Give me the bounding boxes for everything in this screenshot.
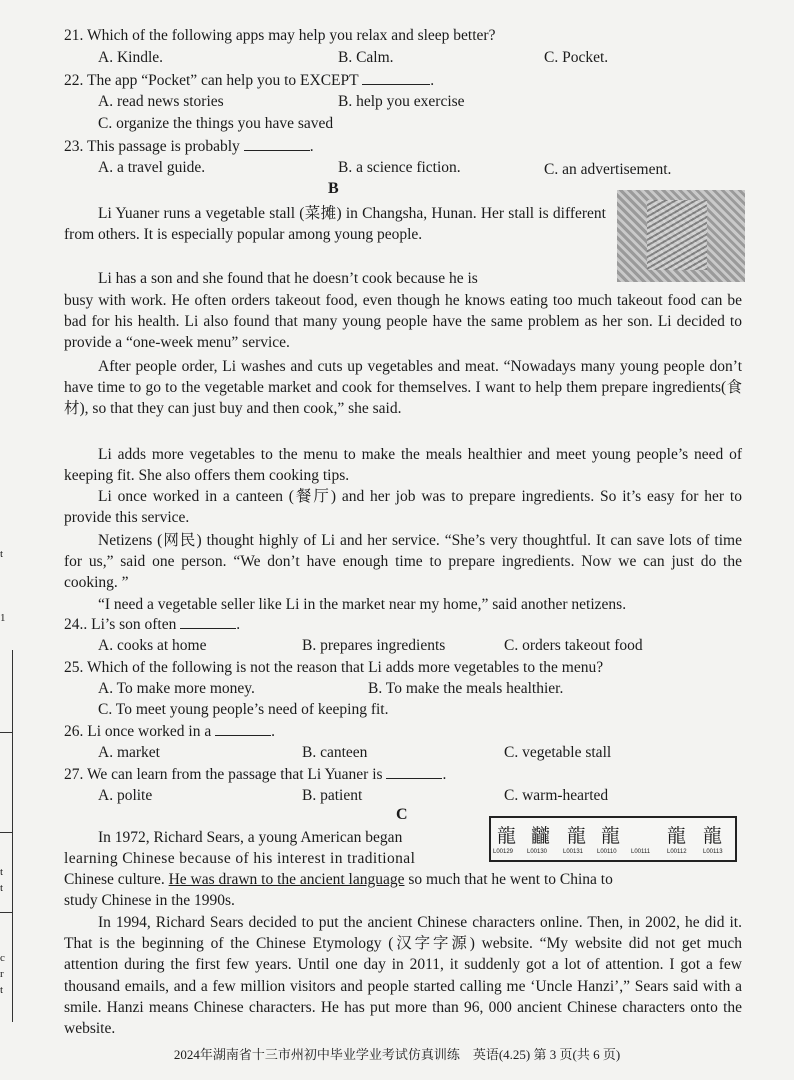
- answer-blank[interactable]: [215, 721, 271, 736]
- ancient-glyph: 龍: [703, 825, 723, 847]
- scan-edge-line: [0, 650, 13, 1022]
- ancient-glyph: 龍: [601, 825, 621, 847]
- passage-c-line: [64, 870, 613, 890]
- option-c[interactable]: C. vegetable stall: [504, 744, 612, 761]
- glyph-code: L00111: [631, 849, 651, 855]
- question-27: [64, 764, 446, 785]
- question-number: 27.: [64, 766, 84, 783]
- question-text: The app “Pocket” can help you to EXCEPT: [86, 72, 359, 89]
- margin-mark: t: [0, 882, 4, 894]
- option-b[interactable]: B. prepares ingredients: [302, 637, 446, 654]
- option-a[interactable]: A. a travel guide.: [98, 159, 206, 176]
- option-c[interactable]: C. organize the things you have saved: [98, 115, 334, 132]
- question-end: .: [309, 138, 314, 155]
- question-21: [64, 26, 495, 46]
- passage-b-paragraph: busy with work. He often orders takeout food, even though he knows eating too much takeout food can be bad for his health. Li also found that many young people have the same problem as her son. Li decided to provide a “one-week menu” service.: [64, 292, 742, 352]
- passage-b-paragraph: Li once worked in a canteen (餐厅) and her job was to prepare ingredients. So it’s easy for her to provide this service.: [64, 488, 742, 527]
- question-number: 23.: [64, 138, 84, 155]
- scan-edge-rule: [0, 912, 12, 913]
- question-23: [64, 136, 314, 157]
- section-heading-c: C: [396, 806, 408, 823]
- passage-c-paragraph: In 1994, Richard Sears decided to put the ancient Chinese characters online. Then, in 2002, he did it. That is the beginning of the Chinese Etymology (汉字字源) website. “My website did not get much attention during the first few years. Until one day in 2011, it suddenly got a lot of attention. I got a few thousand emails, and a few million visitors and people started calling me ‘Uncle Hanzi’,” Sears said with a smile. Hanzi means Chinese characters. He has put more than 96, 000 ancient Chinese characters onto the website.: [64, 914, 742, 1038]
- ancient-glyph: 龍: [667, 825, 687, 847]
- margin-mark: c: [0, 952, 5, 964]
- passage-c-line: In 1972, Richard Sears, a young American began: [98, 829, 403, 846]
- option-c[interactable]: C. Pocket.: [544, 49, 609, 66]
- question-26: [64, 721, 275, 742]
- option-a[interactable]: A. market: [98, 744, 160, 761]
- passage-b-paragraph: Netizens (网民) thought highly of Li and her service. “She’s very thoughtful. It can save lots of time for us,” said one person. “We don’t have enough time to prepare ingredients. Now we can just do the cooking. ”: [64, 532, 742, 592]
- option-c[interactable]: C. warm-hearted: [504, 787, 609, 804]
- option-b[interactable]: B. patient: [302, 787, 363, 804]
- text-run: Chinese culture.: [64, 871, 165, 888]
- question-text: Which of the following apps may help you relax and sleep better?: [86, 27, 496, 44]
- question-end: .: [442, 766, 447, 783]
- margin-mark: t: [0, 548, 4, 560]
- option-c[interactable]: C. To meet young people’s need of keeping fit.: [98, 701, 389, 718]
- margin-mark: 1: [0, 612, 6, 624]
- option-b[interactable]: B. a science fiction.: [338, 159, 461, 176]
- ancient-glyph: 龖: [531, 825, 551, 847]
- question-end: .: [271, 723, 275, 740]
- answer-blank[interactable]: [362, 70, 430, 85]
- scan-edge-rule: [0, 732, 12, 733]
- answer-blank[interactable]: [244, 136, 310, 151]
- margin-mark: t: [0, 984, 4, 996]
- margin-mark: r: [0, 968, 4, 980]
- ancient-glyph: 龍: [497, 825, 517, 847]
- passage-b-paragraph: After people order, Li washes and cuts up vegetables and meat. “Nowadays many young people don’t have time to go to the vegetable market and cook for themselves. I want to help them prepare ingredients(食材), so that they can just buy and then cook,” she said.: [64, 358, 742, 418]
- question-24: [64, 614, 240, 635]
- question-text: This passage is probably: [86, 138, 240, 155]
- glyph-code: L00110: [597, 849, 617, 855]
- question-22: [64, 70, 434, 91]
- passage-b-paragraph: “I need a vegetable seller like Li in the market near my home,” said another netizens.: [98, 596, 627, 613]
- question-end: .: [236, 616, 241, 633]
- section-heading-b: B: [328, 180, 339, 197]
- option-a[interactable]: A. Kindle.: [98, 49, 164, 66]
- answer-blank[interactable]: [386, 764, 442, 779]
- passage-b-paragraph: Li Yuaner runs a vegetable stall (菜摊) in Changsha, Hunan. Her stall is different from others. It is especially popular among young people.: [64, 205, 606, 244]
- ancient-characters-image: [489, 816, 737, 862]
- underlined-sentence: He was drawn to the ancient language: [168, 871, 405, 888]
- passage-c-line: study Chinese in the 1990s.: [64, 892, 235, 909]
- glyph-code: L00113: [703, 849, 723, 855]
- option-c[interactable]: C. an advertisement.: [544, 161, 672, 178]
- question-text: Li once worked in a: [87, 723, 212, 740]
- question-number: 24..: [64, 616, 88, 633]
- question-number: 26.: [64, 723, 84, 740]
- option-a[interactable]: A. polite: [98, 787, 153, 804]
- vegetable-stall-photo: [617, 190, 745, 282]
- ancient-glyph: 龍: [567, 825, 587, 847]
- margin-mark: t: [0, 866, 4, 878]
- option-b[interactable]: B. To make the meals healthier.: [368, 680, 564, 697]
- passage-b-paragraph: Li adds more vegetables to the menu to make the meals healthier and meet young people’s need of keeping fit. She also offers them cooking tips.: [64, 446, 742, 485]
- question-text: Which of the following is not the reason that Li adds more vegetables to the menu?: [86, 659, 604, 676]
- answer-blank[interactable]: [180, 614, 236, 629]
- text-run: so much that he went to China to: [408, 871, 613, 888]
- glyph-code: L00131: [563, 849, 584, 855]
- option-c[interactable]: C. orders takeout food: [504, 637, 643, 654]
- page-footer: 2024年湖南省十三市州初中毕业学业考试仿真训练 英语(4.25) 第 3 页(共 6 页): [173, 1047, 621, 1062]
- option-a[interactable]: A. read news stories: [98, 93, 224, 110]
- passage-b-paragraph: Li has a son and she found that he doesn’t cook because he is: [98, 270, 478, 287]
- option-a[interactable]: A. cooks at home: [98, 637, 207, 654]
- question-text: Li’s son often: [91, 616, 177, 633]
- option-b[interactable]: B. help you exercise: [338, 93, 465, 110]
- question-25: [64, 658, 603, 678]
- glyph-code: L00129: [493, 849, 514, 855]
- option-b[interactable]: B. Calm.: [338, 49, 394, 66]
- passage-c-line: learning Chinese because of his interest in traditional: [64, 850, 416, 867]
- question-number: 25.: [64, 659, 84, 676]
- option-b[interactable]: B. canteen: [302, 744, 368, 761]
- scan-edge-rule: [0, 832, 12, 833]
- question-number: 21.: [64, 27, 84, 44]
- question-end: .: [430, 72, 435, 89]
- question-number: 22.: [64, 72, 84, 89]
- glyph-code: L00130: [527, 849, 548, 855]
- glyph-code: L00112: [667, 849, 687, 855]
- option-a[interactable]: A. To make more money.: [98, 680, 255, 697]
- question-text: We can learn from the passage that Li Yuaner is: [86, 766, 383, 783]
